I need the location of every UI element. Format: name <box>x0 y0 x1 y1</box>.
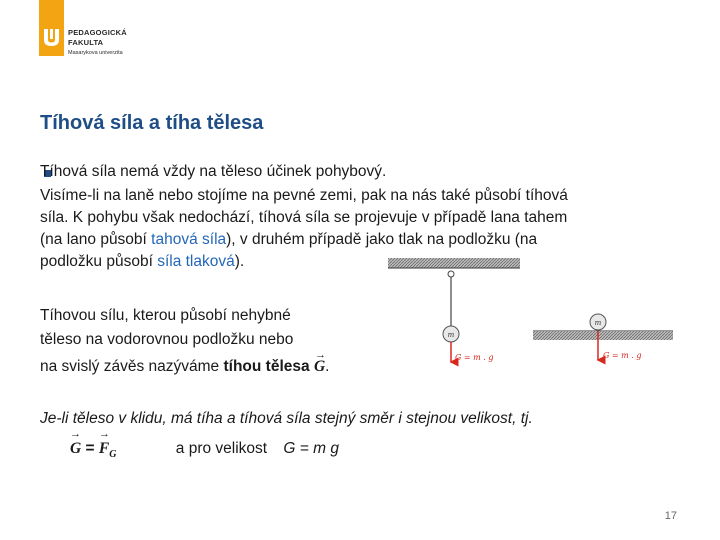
resting-mass-label: m <box>594 319 602 327</box>
university-name: Masarykova univerzita <box>68 50 123 56</box>
formula-weight: → G <box>70 440 81 458</box>
paragraph-3-line-1: Tíhovou sílu, kterou působí nehybné <box>40 307 291 324</box>
formula-subscript: G <box>109 449 117 461</box>
equality-statement: Je-li těleso v klidu, má tíha a tíhová síla stejný směr i stejnou velikost, tj. <box>40 410 533 427</box>
paragraph-2-line-2: síla. K pohybu však nedochází, tíhová síla se projevuje v případě lana tahem <box>40 209 568 226</box>
weight-formula-left: G = m . g <box>455 353 494 362</box>
pressure-force-link[interactable]: síla tlaková <box>157 253 235 270</box>
faculty-name-line2: FAKULTA <box>68 38 104 47</box>
paragraph-2-line-1: Visíme-li na laně nebo stojíme na pevné zemi, pak na nás také působí tíhová <box>40 187 568 204</box>
paragraph-3-line-3 <box>40 356 329 378</box>
formula-gravity-force <box>99 440 117 460</box>
paragraph-intro: Tíhová síla nemá vždy na těleso účinek pohybový. <box>40 163 387 180</box>
hook-icon <box>448 271 454 277</box>
floor <box>533 331 673 340</box>
text-run: . <box>325 358 330 375</box>
formula-line <box>70 440 339 460</box>
text-run: (na lano působí <box>40 231 152 248</box>
muni-emblem-icon <box>42 28 61 48</box>
hanging-mass-label: m <box>447 331 455 339</box>
faculty-name-line1: PEDAGOGICKÁ <box>68 28 127 37</box>
weight-formula-right: G = m . g <box>603 351 642 360</box>
tension-force-link[interactable]: tahová síla <box>151 231 227 248</box>
paragraph-2-line-4 <box>40 251 244 273</box>
paragraph-3-line-2: těleso na vodorovnou podložku nebo <box>40 331 294 348</box>
ceiling <box>388 258 520 268</box>
university-logo <box>39 0 64 56</box>
faculty-name <box>68 28 127 58</box>
formula-magnitude-text: a pro velikost <box>175 440 268 457</box>
formula-gravity-symbol: F <box>98 440 110 457</box>
text-run: podložku působí <box>40 253 158 270</box>
weight-force-figure <box>383 252 677 370</box>
paragraph-2-line-3 <box>40 229 537 251</box>
formula-magnitude: G = m g <box>283 440 339 457</box>
formula-equals: = <box>81 440 99 457</box>
weight-vector-symbol: → G <box>314 356 325 378</box>
text-run: ), v druhém případě jako tlak na podložku (na <box>226 231 538 248</box>
slide-title: Tíhová síla a tíha tělesa <box>40 112 264 134</box>
term-weight: tíhou tělesa <box>223 358 310 375</box>
text-run: na svislý závěs nazýváme <box>40 358 224 375</box>
text-run: ). <box>234 253 245 270</box>
page-number: 17 <box>664 510 677 522</box>
